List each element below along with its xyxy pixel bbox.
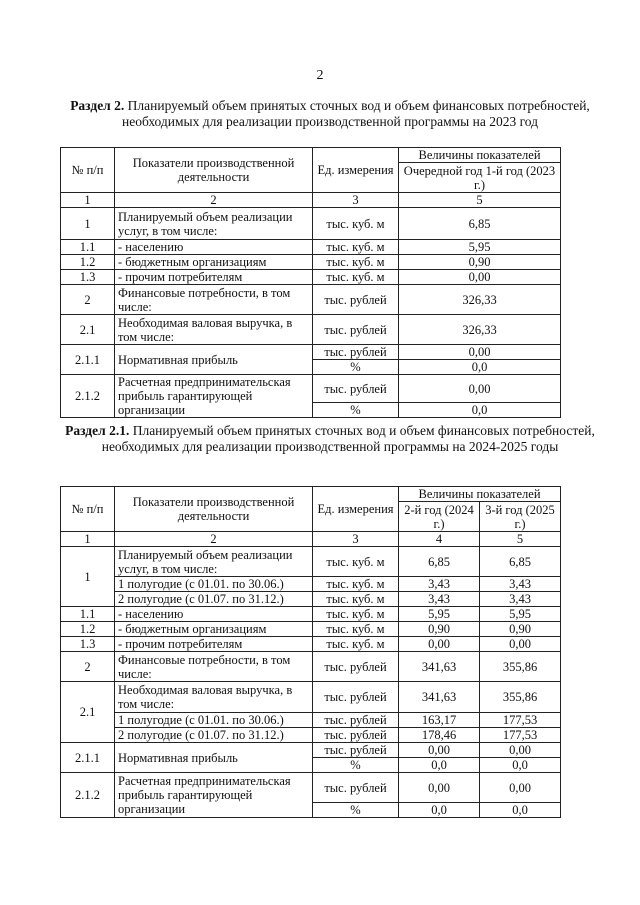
row-unit: тыс. куб. м: [313, 577, 399, 592]
row-name: Финансовые потребности, в том числе:: [115, 652, 313, 682]
row-value: 0,90: [399, 255, 561, 270]
row-value: 341,63: [399, 682, 480, 713]
section-1-title-bold: Раздел 2.: [70, 98, 125, 113]
row-value: 326,33: [399, 315, 561, 345]
row-unit: тыс. куб. м: [313, 622, 399, 637]
colnum: 1: [61, 532, 115, 547]
row-value: 177,53: [480, 728, 561, 743]
row-num: 1.1: [61, 607, 115, 622]
table-row: [61, 255, 561, 270]
colnum: 1: [61, 193, 115, 208]
row-name: 1 полугодие (с 01.01. по 30.06.): [115, 577, 313, 592]
page-number: 2: [316, 68, 324, 83]
section-1-title: [60, 98, 600, 130]
row-num: 2: [61, 285, 115, 315]
row-unit: тыс. рублей: [313, 743, 399, 758]
row-name: Финансовые потребности, в том числе:: [115, 285, 313, 315]
table-row: [61, 270, 561, 285]
row-value: 0,90: [480, 622, 561, 637]
row-name: Необходимая валовая выручка, в том числе:: [115, 315, 313, 345]
row-name: - бюджетным организациям: [115, 255, 313, 270]
row-unit: тыс. куб. м: [313, 592, 399, 607]
row-num: 2.1.1: [61, 345, 115, 375]
table-row: [61, 713, 561, 728]
section-2-title-bold: Раздел 2.1.: [65, 423, 130, 438]
row-unit: тыс. куб. м: [313, 607, 399, 622]
table-row: [61, 637, 561, 652]
row-unit: тыс. рублей: [313, 682, 399, 713]
row-name: - прочим потребителям: [115, 637, 313, 652]
row-value: 0,0: [480, 758, 561, 773]
row-name: Планируемый объем реализации услуг, в том числе:: [115, 208, 313, 240]
row-value: 6,85: [480, 547, 561, 577]
row-value: 5,95: [399, 607, 480, 622]
row-unit: тыс. рублей: [313, 315, 399, 345]
row-name: Расчетная предпринимательская прибыль гарантирующей организации: [115, 773, 313, 818]
colnum: 5: [480, 532, 561, 547]
colnum: 3: [313, 532, 399, 547]
row-unit: тыс. рублей: [313, 652, 399, 682]
row-value: 178,46: [399, 728, 480, 743]
row-num: 1.2: [61, 255, 115, 270]
row-name: Планируемый объем реализации услуг, в том числе:: [115, 547, 313, 577]
row-unit: тыс. куб. м: [313, 240, 399, 255]
row-value: 0,00: [480, 773, 561, 803]
row-value: 5,95: [480, 607, 561, 622]
row-unit: тыс. куб. м: [313, 547, 399, 577]
row-value: 0,0: [399, 403, 561, 418]
table-row: [61, 622, 561, 637]
row-value: 6,85: [399, 208, 561, 240]
table-row: [61, 577, 561, 592]
table-row: [61, 743, 561, 758]
colnum: 3: [313, 193, 399, 208]
table-row: [61, 375, 561, 403]
row-value: 0,00: [399, 773, 480, 803]
row-unit: тыс. рублей: [313, 345, 399, 360]
colnum: 2: [115, 532, 313, 547]
row-num: 2.1: [61, 315, 115, 345]
row-unit: тыс. рублей: [313, 713, 399, 728]
header-unit: Ед. измерения: [313, 148, 399, 193]
table-row: [61, 592, 561, 607]
row-value: 3,43: [480, 592, 561, 607]
row-value: 326,33: [399, 285, 561, 315]
row-value: 0,00: [399, 375, 561, 403]
row-value: 0,0: [480, 803, 561, 818]
row-num: 2.1.1: [61, 743, 115, 773]
row-value: 3,43: [480, 577, 561, 592]
row-num: 1.2: [61, 622, 115, 637]
row-num: 1.3: [61, 637, 115, 652]
table-row: [61, 285, 561, 315]
row-unit: тыс. рублей: [313, 285, 399, 315]
row-value: 177,53: [480, 713, 561, 728]
row-value: 0,00: [399, 270, 561, 285]
header-indicator: Показатели производственной деятельности: [115, 487, 313, 532]
row-value: 5,95: [399, 240, 561, 255]
row-name: Нормативная прибыль: [115, 743, 313, 773]
row-value: 355,86: [480, 682, 561, 713]
row-unit: %: [313, 403, 399, 418]
row-value: 0,00: [480, 743, 561, 758]
row-value: 0,0: [399, 360, 561, 375]
header-unit: Ед. измерения: [313, 487, 399, 532]
row-value: 0,0: [399, 803, 480, 818]
row-value: 0,00: [480, 637, 561, 652]
section-2-title: [60, 423, 600, 455]
table-row: [61, 208, 561, 240]
row-value: 0,00: [399, 345, 561, 360]
row-value: 341,63: [399, 652, 480, 682]
row-value: 0,90: [399, 622, 480, 637]
table-row: [61, 315, 561, 345]
row-unit: тыс. куб. м: [313, 255, 399, 270]
row-name: - населению: [115, 607, 313, 622]
row-name: Нормативная прибыль: [115, 345, 313, 375]
row-unit: тыс. куб. м: [313, 208, 399, 240]
row-num: 1: [61, 547, 115, 607]
header-num: № п/п: [61, 487, 115, 532]
row-value: 3,43: [399, 577, 480, 592]
row-num: 2.1.2: [61, 375, 115, 418]
row-unit: тыс. рублей: [313, 375, 399, 403]
header-num: № п/п: [61, 148, 115, 193]
row-value: 0,00: [399, 637, 480, 652]
header-year-3: 3-й год (2025 г.): [480, 502, 561, 532]
table-row: [61, 547, 561, 577]
row-num: 1.1: [61, 240, 115, 255]
row-value: 3,43: [399, 592, 480, 607]
row-name: Расчетная предпринимательская прибыль гарантирующей организации: [115, 375, 313, 418]
table-row: [61, 345, 561, 360]
row-unit: тыс. куб. м: [313, 637, 399, 652]
header-values: Величины показателей: [399, 487, 561, 502]
row-name: Необходимая валовая выручка, в том числе:: [115, 682, 313, 713]
row-name: 1 полугодие (с 01.01. по 30.06.): [115, 713, 313, 728]
header-indicator: Показатели производственной деятельности: [115, 148, 313, 193]
row-name: - населению: [115, 240, 313, 255]
row-unit: %: [313, 360, 399, 375]
row-unit: %: [313, 803, 399, 818]
row-unit: %: [313, 758, 399, 773]
row-name: - прочим потребителям: [115, 270, 313, 285]
row-unit: тыс. куб. м: [313, 270, 399, 285]
row-value: 355,86: [480, 652, 561, 682]
table-row: [61, 728, 561, 743]
row-num: 2.1.2: [61, 773, 115, 818]
header-values: Величины показателей: [399, 148, 561, 163]
row-unit: тыс. рублей: [313, 728, 399, 743]
colnum: 5: [399, 193, 561, 208]
colnum: 4: [399, 532, 480, 547]
row-value: 6,85: [399, 547, 480, 577]
table-row: [61, 240, 561, 255]
row-value: 163,17: [399, 713, 480, 728]
row-num: 1.3: [61, 270, 115, 285]
section-1-title-text: Планируемый объем принятых сточных вод и объем финансовых потребностей, необходимых для реализации производственной программы на 2023 год: [122, 98, 590, 129]
row-num: 1: [61, 208, 115, 240]
header-year-1: Очередной год 1-й год (2023 г.): [399, 163, 561, 193]
table-row: [61, 682, 561, 713]
row-unit: тыс. рублей: [313, 773, 399, 803]
table-row: [61, 607, 561, 622]
section-1-table: [60, 147, 561, 418]
row-value: 0,0: [399, 758, 480, 773]
section-2-title-text: Планируемый объем принятых сточных вод и объем финансовых потребностей, необходимых для реализации производственной программы на 2024-2025 годы: [101, 423, 595, 454]
colnum: 2: [115, 193, 313, 208]
row-name: 2 полугодие (с 01.07. по 31.12.): [115, 728, 313, 743]
row-name: 2 полугодие (с 01.07. по 31.12.): [115, 592, 313, 607]
table-row: [61, 652, 561, 682]
table-row: [61, 773, 561, 803]
header-year-2: 2-й год (2024 г.): [399, 502, 480, 532]
row-num: 2: [61, 652, 115, 682]
section-2-table: [60, 486, 561, 818]
row-num: 2.1: [61, 682, 115, 743]
row-value: 0,00: [399, 743, 480, 758]
row-name: - бюджетным организациям: [115, 622, 313, 637]
